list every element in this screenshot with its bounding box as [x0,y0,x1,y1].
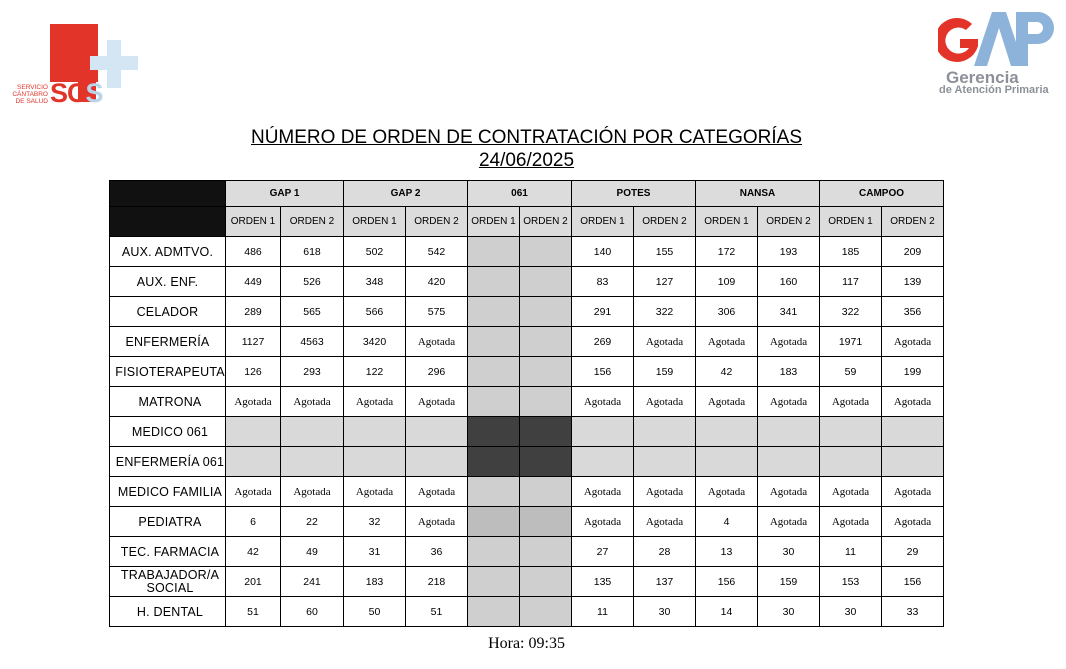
header-group: GAP 2 [344,181,468,207]
not-applicable-cell [758,447,820,477]
value-cell: Agotada [882,507,944,537]
header-orden-1: ORDEN 1 [468,207,520,237]
not-applicable-cell [634,447,696,477]
table-header-orders [110,207,944,237]
value-cell: Agotada [572,387,634,417]
value-cell: 156 [572,357,634,387]
table-row [110,327,944,357]
value-cell: Agotada [820,387,882,417]
value-cell: 449 [226,267,281,297]
header-group: CAMPOO [820,181,944,207]
gap-logo [932,12,1062,98]
value-cell: 137 [634,567,696,597]
value-cell: 160 [758,267,820,297]
table-row [110,357,944,387]
value-cell: 42 [696,357,758,387]
value-cell: Agotada [634,327,696,357]
value-cell: 218 [406,567,468,597]
scs-logo-cross-vertical [107,40,121,88]
scs-logo [6,22,146,117]
scs-logo-text [50,78,103,109]
empty-061-cell [468,537,520,567]
category-cell: TEC. FARMACIA [110,537,226,567]
value-cell: 618 [281,237,344,267]
category-cell: MEDICO 061 [110,417,226,447]
value-cell: Agotada [226,477,281,507]
value-cell: 1127 [226,327,281,357]
value-cell: Agotada [406,477,468,507]
value-cell: 27 [572,537,634,567]
value-cell: 49 [281,537,344,567]
table-header-groups [110,181,944,207]
header-orden-1: ORDEN 1 [696,207,758,237]
value-cell: 4 [696,507,758,537]
table-row [110,447,944,477]
header-group: 061 [468,181,572,207]
value-cell: 11 [572,597,634,627]
value-cell: 36 [406,537,468,567]
header-orden-2: ORDEN 2 [520,207,572,237]
empty-061-cell [468,297,520,327]
header-orden-2: ORDEN 2 [882,207,944,237]
value-cell: 51 [406,597,468,627]
page-date: 24/06/2025 [478,150,575,171]
value-cell: 51 [226,597,281,627]
value-cell: Agotada [634,387,696,417]
empty-061-cell [520,297,572,327]
value-cell: Agotada [820,477,882,507]
not-applicable-cell [406,417,468,447]
value-cell: 30 [758,537,820,567]
not-applicable-cell [820,447,882,477]
value-cell: 127 [634,267,696,297]
table-row [110,267,944,297]
header-orden-2: ORDEN 2 [406,207,468,237]
value-cell: Agotada [758,507,820,537]
header-orden-2: ORDEN 2 [634,207,696,237]
value-cell: Agotada [406,507,468,537]
value-cell: Agotada [634,477,696,507]
value-cell: Agotada [281,477,344,507]
empty-061-cell [520,267,572,297]
category-cell: TRABAJADOR/A SOCIAL [110,567,226,597]
value-cell: Agotada [281,387,344,417]
value-cell: 22 [281,507,344,537]
value-cell: 201 [226,567,281,597]
dark-061-cell [520,447,572,477]
scs-logo-line: CÁNTABRO [12,91,48,98]
empty-061-cell [468,477,520,507]
value-cell: 6 [226,507,281,537]
value-cell: 31 [344,537,406,567]
value-cell: Agotada [696,477,758,507]
value-cell: 3420 [344,327,406,357]
value-cell: Agotada [406,387,468,417]
gap-logo-graphic [938,12,1056,66]
value-cell: Agotada [758,327,820,357]
value-cell: Agotada [634,507,696,537]
value-cell: 122 [344,357,406,387]
empty-061-cell [520,537,572,567]
not-applicable-cell [572,417,634,447]
value-cell: 117 [820,267,882,297]
not-applicable-cell [882,417,944,447]
dark-061-cell [520,417,572,447]
not-applicable-cell [572,447,634,477]
value-cell: 502 [344,237,406,267]
value-cell: 289 [226,297,281,327]
value-cell: 135 [572,567,634,597]
category-cell: ENFERMERÍA 061 [110,447,226,477]
value-cell: 30 [758,597,820,627]
empty-061-cell [468,267,520,297]
not-applicable-cell [344,447,406,477]
value-cell: 28 [634,537,696,567]
value-cell: 60 [281,597,344,627]
value-cell: 11 [820,537,882,567]
value-cell: 185 [820,237,882,267]
value-cell: Agotada [344,477,406,507]
value-cell: 83 [572,267,634,297]
value-cell: Agotada [572,507,634,537]
value-cell: 542 [406,237,468,267]
value-cell: 291 [572,297,634,327]
empty-061-cell [468,507,520,537]
value-cell: 156 [882,567,944,597]
value-cell: 30 [820,597,882,627]
report-time: Hora: 09:35 [488,635,565,652]
value-cell: 575 [406,297,468,327]
table-row [110,417,944,447]
value-cell: 50 [344,597,406,627]
value-cell: 159 [634,357,696,387]
value-cell: Agotada [226,387,281,417]
value-cell: 59 [820,357,882,387]
table-row [110,477,944,507]
category-cell: ENFERMERÍA [110,327,226,357]
header-group: NANSA [696,181,820,207]
value-cell: 526 [281,267,344,297]
header-orden-1: ORDEN 1 [572,207,634,237]
value-cell: 209 [882,237,944,267]
value-cell: 296 [406,357,468,387]
value-cell: 140 [572,237,634,267]
not-applicable-cell [226,417,281,447]
value-cell: Agotada [758,477,820,507]
table-corner-cell [110,207,226,237]
value-cell: Agotada [882,327,944,357]
table-row [110,567,944,597]
value-cell: 153 [820,567,882,597]
value-cell: 159 [758,567,820,597]
empty-061-cell [520,507,572,537]
empty-061-cell [468,357,520,387]
header-orden-1: ORDEN 1 [226,207,281,237]
category-cell: PEDIATRA [110,507,226,537]
value-cell: 420 [406,267,468,297]
value-cell: 33 [882,597,944,627]
empty-061-cell [520,597,572,627]
value-cell: 348 [344,267,406,297]
value-cell: 306 [696,297,758,327]
value-cell: 126 [226,357,281,387]
table-row [110,237,944,267]
empty-061-cell [520,237,572,267]
value-cell: 155 [634,237,696,267]
value-cell: 32 [344,507,406,537]
category-cell: AUX. ADMTVO. [110,237,226,267]
scs-logo-text-blue: S [85,78,103,108]
value-cell: 269 [572,327,634,357]
value-cell: 293 [281,357,344,387]
category-cell: MEDICO FAMILIA [110,477,226,507]
table-corner-cell [110,181,226,207]
category-cell: H. DENTAL [110,597,226,627]
gap-logo-title: Gerencia [946,68,1019,87]
category-cell: AUX. ENF. [110,267,226,297]
not-applicable-cell [820,417,882,447]
value-cell: 241 [281,567,344,597]
not-applicable-cell [696,447,758,477]
header-orden-1: ORDEN 1 [820,207,882,237]
not-applicable-cell [882,447,944,477]
not-applicable-cell [696,417,758,447]
value-cell: 183 [344,567,406,597]
scs-logo-line: DE SALUD [15,98,48,105]
header-orden-2: ORDEN 2 [758,207,820,237]
empty-061-cell [468,387,520,417]
table-row [110,387,944,417]
category-cell: MATRONA [110,387,226,417]
contract-order-table [109,180,944,627]
empty-061-cell [468,567,520,597]
category-cell: FISIOTERAPEUTA [110,357,226,387]
not-applicable-cell [634,417,696,447]
value-cell: 199 [882,357,944,387]
value-cell: 565 [281,297,344,327]
empty-061-cell [468,597,520,627]
dark-061-cell [468,417,520,447]
not-applicable-cell [344,417,406,447]
value-cell: 322 [634,297,696,327]
table-row [110,537,944,567]
gap-logo-subtitle: de Atención Primaria [939,84,1049,96]
value-cell: Agotada [696,387,758,417]
table-row [110,507,944,537]
not-applicable-cell [281,417,344,447]
value-cell: 172 [696,237,758,267]
value-cell: 341 [758,297,820,327]
value-cell: Agotada [344,387,406,417]
value-cell: Agotada [820,507,882,537]
table-row [110,597,944,627]
value-cell: 42 [226,537,281,567]
value-cell: 486 [226,237,281,267]
scs-logo-small-text [6,84,48,105]
scs-logo-text-red: SC [50,78,86,108]
dark-061-cell [468,447,520,477]
not-applicable-cell [226,447,281,477]
value-cell: Agotada [882,387,944,417]
value-cell: 13 [696,537,758,567]
value-cell: Agotada [572,477,634,507]
category-cell: CELADOR [110,297,226,327]
not-applicable-cell [406,447,468,477]
value-cell: 193 [758,237,820,267]
value-cell: Agotada [406,327,468,357]
not-applicable-cell [758,417,820,447]
value-cell: Agotada [758,387,820,417]
empty-061-cell [468,327,520,357]
value-cell: 14 [696,597,758,627]
value-cell: 109 [696,267,758,297]
header-orden-2: ORDEN 2 [281,207,344,237]
table-row [110,297,944,327]
empty-061-cell [520,327,572,357]
empty-061-cell [520,357,572,387]
value-cell: Agotada [696,327,758,357]
empty-061-cell [520,567,572,597]
value-cell: 356 [882,297,944,327]
value-cell: 156 [696,567,758,597]
scs-logo-line: SERVICIO [17,84,48,91]
empty-061-cell [520,477,572,507]
empty-061-cell [468,237,520,267]
header-group: GAP 1 [226,181,344,207]
value-cell: Agotada [882,477,944,507]
not-applicable-cell [281,447,344,477]
value-cell: 566 [344,297,406,327]
value-cell: 322 [820,297,882,327]
value-cell: 30 [634,597,696,627]
value-cell: 1971 [820,327,882,357]
header-group: POTES [572,181,696,207]
empty-061-cell [520,387,572,417]
header-orden-1: ORDEN 1 [344,207,406,237]
value-cell: 4563 [281,327,344,357]
value-cell: 29 [882,537,944,567]
page-title: NÚMERO DE ORDEN DE CONTRATACIÓN POR CATEGORÍAS [250,127,803,148]
value-cell: 183 [758,357,820,387]
value-cell: 139 [882,267,944,297]
